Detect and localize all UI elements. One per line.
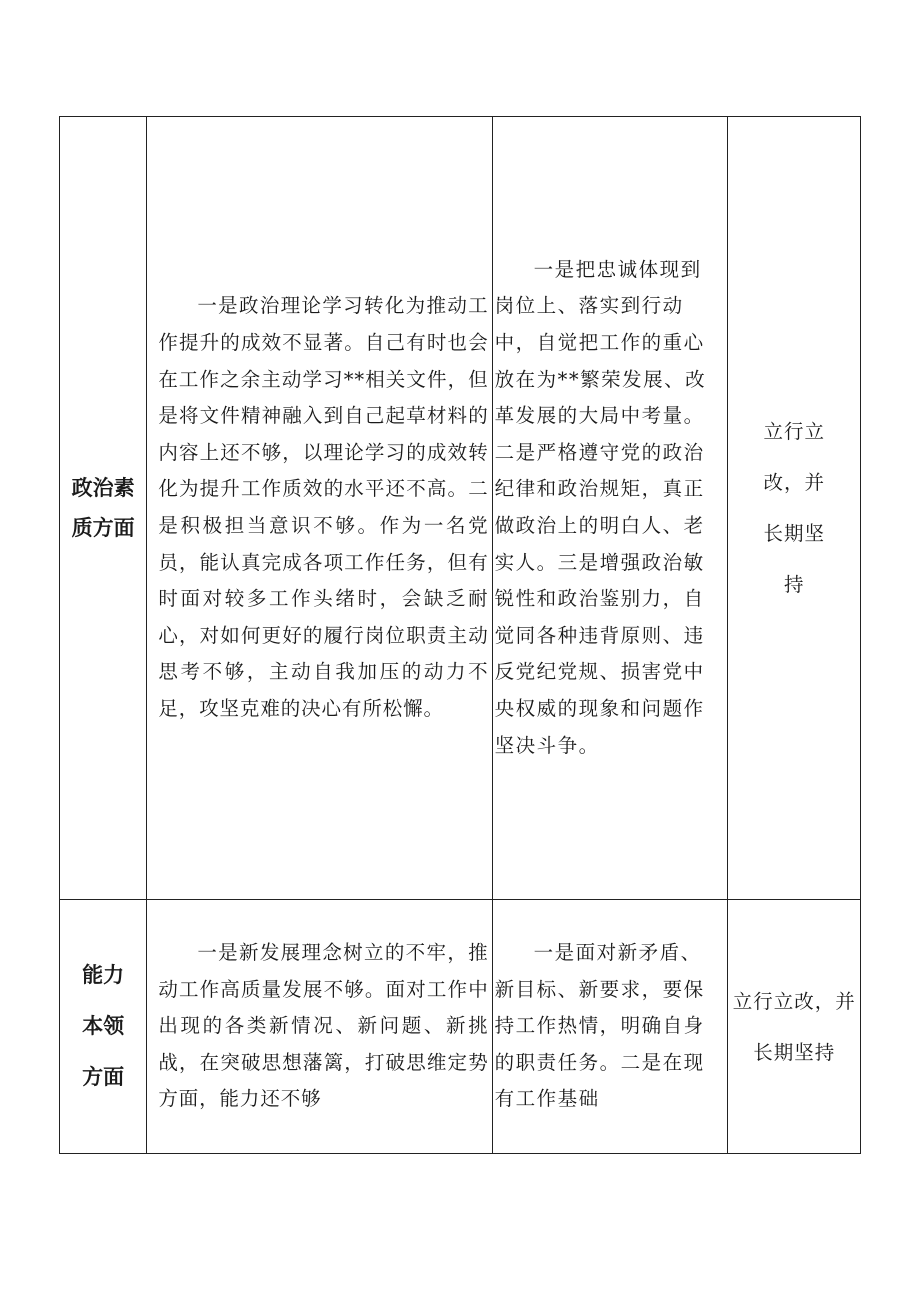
category-label: 能力 本领 方面: [82, 963, 125, 1089]
measures-text: 一是面对新矛盾、新目标、新要求，要保持工作热情，明确自身的职责任务。二是在现有工作基础: [494, 941, 705, 1111]
category-cell: [60, 900, 147, 1154]
measures-text: 一是把忠诚体现到岗位上、落实到行动中，自觉把工作的重心放在为**繁荣发展、改革发展的大局中考量。二是严格遵守党的政治纪律和政治规矩，真正做政治上的明白人、老实人。三是增强政治敏锐性和政治鉴别力，自觉同各种违背原则、违反党纪党规、损害党中央权威的现象和问题作坚决斗争。: [494, 257, 707, 757]
timeline-cell: [728, 900, 861, 1154]
category-label: 政治素 质方面: [71, 476, 135, 540]
problem-text: 一是政治理论学习转化为推动工作提升的成效不显著。自己有时也会在工作之余主动学习**相关文件，但是将文件精神融入到自己起草材料的内容上还不够，以理论学习的成效转化为提升工作质效的水平还不高。二是积极担当意识不够。作为一名党员，能认真完成各项工作任务，但有时面对较多工作头绪时，会缺乏耐心，对如何更好的履行岗位职责主动思考不够，主动自我加压的动力不足，攻坚克难的决心有所松懈。: [158, 294, 489, 720]
timeline-text: 立行立改，并长期坚持: [732, 989, 856, 1064]
category-cell: [60, 117, 147, 900]
table-row: [60, 900, 861, 1154]
rectification-table: [59, 116, 861, 1154]
problem-text: 一是新发展理念树立的不牢，推动工作高质量发展不够。面对工作中出现的各类新情况、新问题、新挑战，在突破思想藩篱，打破思维定势方面，能力还不够: [158, 941, 489, 1111]
timeline-cell: [728, 117, 861, 900]
problem-cell: [147, 900, 492, 1154]
measures-cell: [492, 117, 728, 900]
table-row: [60, 117, 861, 900]
measures-cell: [492, 900, 728, 1154]
problem-cell: [147, 117, 492, 900]
timeline-text: 立行立改，并长期坚持: [763, 420, 825, 596]
